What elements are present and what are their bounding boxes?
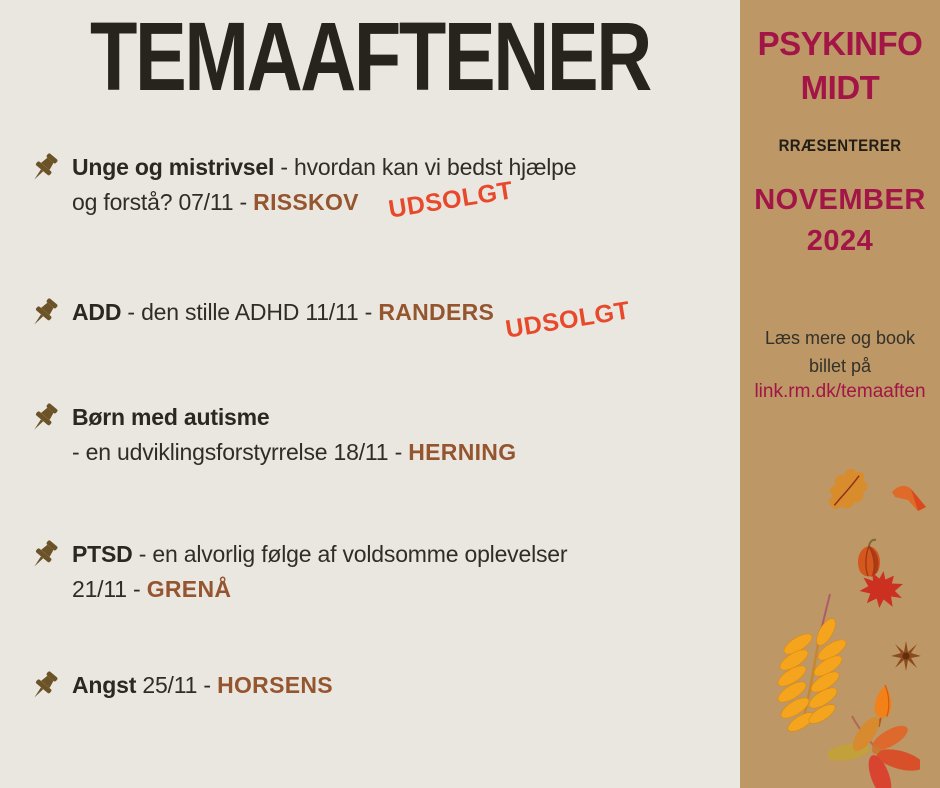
- event-line: [72, 668, 726, 703]
- event-city: GRENÅ: [146, 576, 232, 602]
- event-item-angst: [26, 668, 726, 703]
- event-line: [72, 150, 726, 185]
- event-city: RISSKOV: [253, 189, 359, 215]
- event-line: [72, 400, 726, 435]
- sold-out-badge: UDSOLGT: [386, 176, 516, 224]
- pushpin-icon: [26, 400, 62, 436]
- event-topic: ADD: [72, 299, 122, 325]
- event-line: [72, 572, 726, 607]
- org-name: [740, 22, 940, 110]
- cta-line1: Læs mere og book: [764, 328, 916, 348]
- event-item-add: [26, 295, 726, 344]
- sold-out-badge: UDSOLGT: [503, 296, 633, 344]
- oak-leaf-icon: [818, 462, 873, 517]
- event-item-ptsd: [26, 537, 726, 607]
- event-description: - den stille ADHD 11/11 -: [121, 299, 379, 325]
- creeper-leaf-icon: [828, 712, 920, 788]
- event-description: - en udviklingsforstyrrelse 18/11 -: [72, 439, 409, 465]
- month-name: NOVEMBER: [754, 184, 926, 216]
- event-description: og forstå? 07/11 -: [72, 189, 254, 215]
- event-description: 25/11 -: [136, 672, 218, 698]
- event-line: [72, 435, 726, 470]
- pushpin-icon: [26, 295, 62, 331]
- presents-label: RRÆSENTERER: [778, 136, 902, 155]
- event-topic: PTSD: [72, 541, 133, 567]
- event-item-unge-og-mistrivsel: [26, 150, 726, 224]
- event-city: RANDERS: [378, 299, 495, 325]
- month-label: [740, 180, 940, 262]
- event-description: 21/11 -: [72, 576, 147, 602]
- event-city: HERNING: [408, 439, 517, 465]
- pushpin-icon: [26, 537, 62, 573]
- event-description: - hvordan kan vi bedst hjælpe: [274, 154, 577, 180]
- cta-text: [740, 324, 940, 380]
- booking-link: link.rm.dk/temaaften: [754, 381, 926, 402]
- event-item-born-med-autisme: [26, 400, 726, 470]
- star-anise-icon: [890, 640, 922, 672]
- cta-line2: billet på: [808, 356, 872, 376]
- maple-leaf-icon: [855, 565, 906, 613]
- event-topic: Unge og mistrivsel: [72, 154, 275, 180]
- org-name-line2: MIDT: [800, 69, 880, 106]
- rowan-leaf-icon: [768, 592, 860, 732]
- sidebar-panel: [740, 0, 940, 788]
- year: 2024: [806, 225, 874, 257]
- event-description: - en alvorlig følge af voldsomme oplevelser: [132, 541, 568, 567]
- torn-leaf-icon: [890, 483, 928, 513]
- org-name-line1: PSYKINFO: [757, 25, 923, 62]
- pushpin-icon: [26, 150, 62, 186]
- event-line: [72, 537, 726, 572]
- event-topic: Angst: [72, 672, 137, 698]
- event-city: HORSENS: [217, 672, 333, 698]
- pushpin-icon: [26, 668, 62, 704]
- event-topic: Børn med autisme: [72, 404, 270, 430]
- poster-title: TEMAAFTENER: [90, 2, 650, 111]
